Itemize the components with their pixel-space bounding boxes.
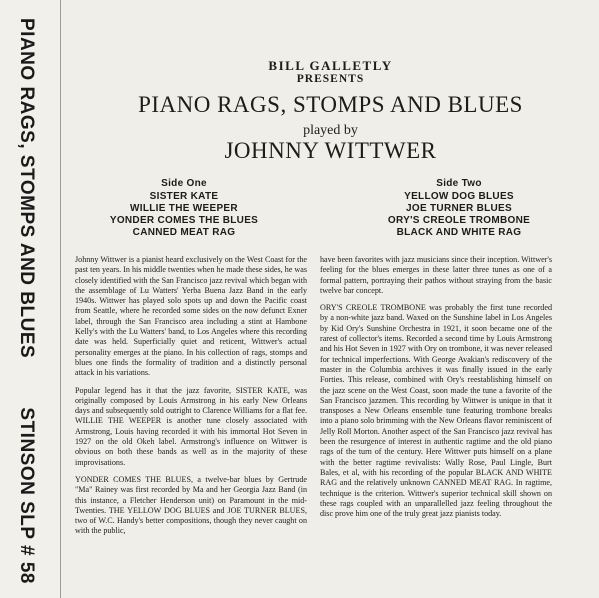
track-item: ORY'S CREOLE TROMBONE [387,215,531,226]
liner-notes-paragraph: Popular legend has it that the jazz favorite, SISTER KATE, was originally composed by Louis Armstrong in his early New Orleans days and subsequently sold outright to Clarence Williams for a flat fee. WILLIE THE WEEPER is another tune closely associated with Armstrong, Louis having recorded it with his immortal Hot Seven in 1927 on the old Okeh label. Armstrong's influence on Wittwer is obvious on both these bands as well as in the majority of these improvisations. [75,385,307,467]
spine-catalog-number: STINSON SLP # 58 [16,407,37,584]
presenter: BILL GALLETLY [268,58,393,73]
track-item: YONDER COMES THE BLUES [109,215,259,226]
spine-title: PIANO RAGS, STOMPS AND BLUES [16,18,37,359]
liner-notes-paragraph: have been favorites with jazz musicians since their inception. Wittwer's feeling for the blues emerges in these latter three tunes as one of a formal pattern, portraying their pathos without straying from the basic twelve bar concept. [320,255,552,295]
track-item: CANNED MEAT RAG [132,227,236,238]
artist-name: JOHNNY WITTWER [224,138,437,163]
side-two-heading: Side Two [436,178,482,189]
liner-notes-right-column [320,255,552,526]
liner-notes-left-column [75,255,307,544]
liner-notes-paragraph: YONDER COMES THE BLUES, a twelve-bar blues by Gertrude "Ma" Rainey was first recorded by Ma and her Georgia Jazz Band (in this instance, a Fletcher Henderson unit) on Paramount in the mid-Twenties. THE YELLOW DOG BLUES and JOE TURNER BLUES, two of W.C. Handy's better compositions, though they never caught on with the public, [75,474,307,536]
side-one-heading: Side One [161,178,207,189]
side-two-tracklist [349,178,569,239]
album-title: PIANO RAGS, STOMPS AND BLUES [138,92,523,117]
liner-notes-paragraph: Johnny Wittwer is a pianist heard exclusively on the West Coast for the past ten years. In his middle twenties when he made these sides, he was closely identified with the San Francisco jazz revival which began with the assemblage of Lu Watters' Yerba Buena Jazz Band in the early 1940s. Wittwer has played solo spots up and down the Pacific coast from Seattle, where he recorded some sides on the now defunct Exner label, through the San Francisco area including a stint at Hambone Kelly's with the Lu Watters' band, to Los Angeles where this recording date was held. Superficially quiet and reticent, Wittwer's actual personality emerges at the piano. In his collection of rags, stomps and blues one finds the formality of tradition and a distinctly personal attack in his variations. [75,255,307,378]
back-cover [62,0,599,598]
track-item: WILLIE THE WEEPER [130,203,238,214]
track-item: YELLOW DOG BLUES [404,191,514,202]
track-item: BLACK AND WHITE RAG [396,227,522,238]
liner-notes-paragraph: ORY'S CREOLE TROMBONE was probably the first tune recorded by a non-white jazz band. Waxed on the Sunshine label in Los Angeles by Kid Ory's Sunshine Orchestra in 1921, it soon became one of the rarest of collector's items. Recorded a second time by Louis Armstrong and his Hot Seven in 1927 with Ory on trombone, it was never released for technical imperfections. With George Avakian's rediscovery of the master in the Columbia archives it was finally issued in the early Forties. This release, combined with Ory's reestablishing himself on the jazz scene on the West Coast, soon made the tune a favorite of the San Francisco jazzmen. This recording by Wittwer is unique in that it transposes a New Orleans ensemble tune featuring trombone breaks into a piano solo brimming with the New Orleans flavor reminiscent of Jelly Roll Morton. Another aspect of the San Francisco jazz revival has been the resurgence of interest in authentic ragtime and the old piano rags of the turn of the century. Here Wittwer puts himself on a plane with the better ragtime revivalists: Wally Rose, Paul Lingle, Burt Bales, et al, with his recording of the popular BLACK AND WHITE RAG and the relatively unknown CANNED MEAT RAG. In ragtime, technique is the criterion. Wittwer's superior technical skill shown on these rags coupled with an unparallelled jazz feeling throughout the disc prove him one of the truly great jazz pianists today. [320,303,552,519]
played-by-line: played by [303,123,358,138]
track-item: SISTER KATE [149,191,219,202]
track-item: JOE TURNER BLUES [406,203,512,214]
spine-text [6,6,46,592]
side-one-tracklist [74,178,294,239]
spine [0,0,61,598]
presents-line: PRESENTS [296,73,365,85]
